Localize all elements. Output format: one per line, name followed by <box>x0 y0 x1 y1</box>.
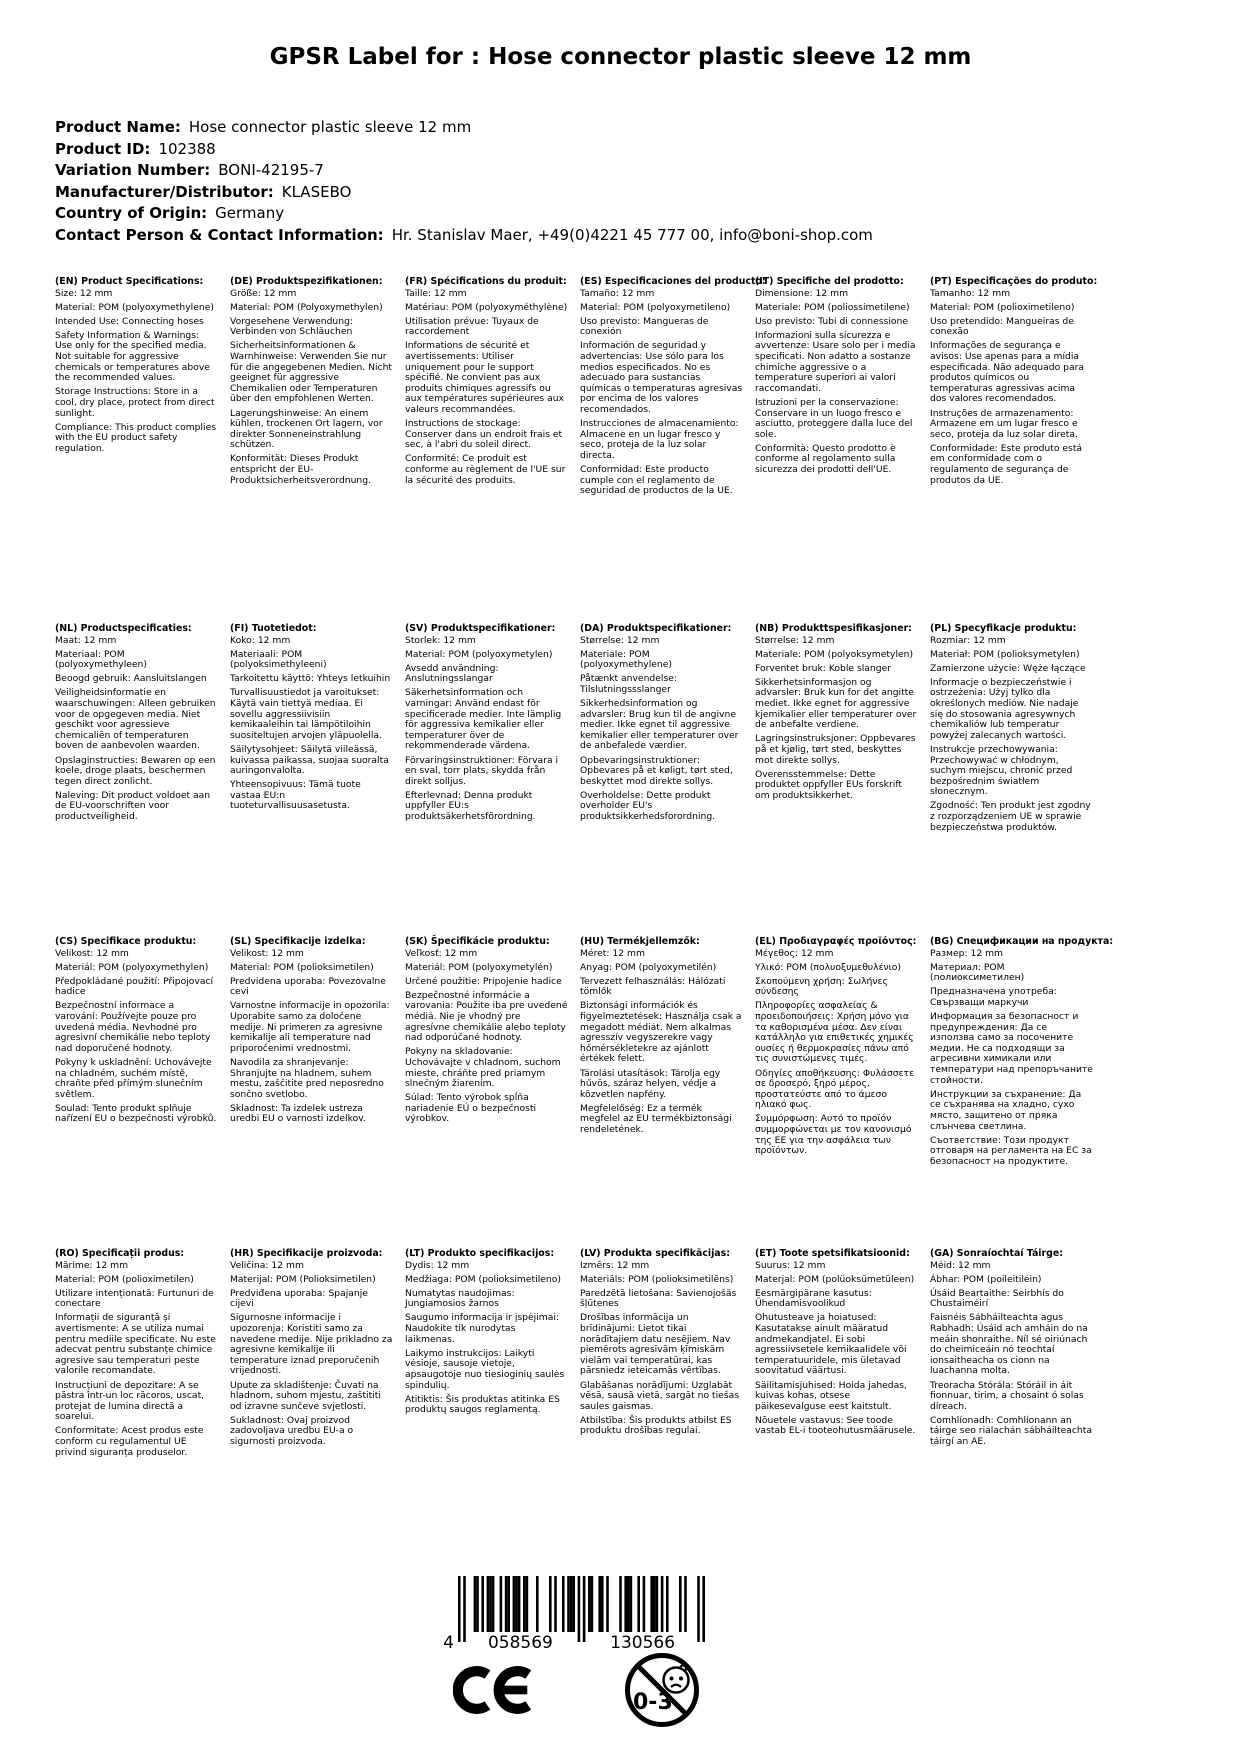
lang-paragraph: Soulad: Tento produkt splňuje nařízení EU o bezpečnosti výrobků. <box>55 1102 217 1125</box>
lang-paragraph: Uso previsto: Mangueras de conexión <box>580 315 709 338</box>
lang-paragraph: Navodila za shranjevanje: Shranjujte na hladnem, suhem mestu, zaščitite pred neposredno sončno svetlobo. <box>230 1056 384 1100</box>
lang-heading-cs: (CS) Specifikace produktu: <box>55 936 197 947</box>
age-warning-text: 0-3 <box>633 1690 673 1715</box>
lang-paragraph: Izmērs: 12 mm <box>580 1259 650 1271</box>
lang-paragraph: Säkerhetsinformation och varningar: Använd endast för specificerade medier. Inte lämplig för aggressiva kemikalier eller temperaturer över de rekommenderade värdena. <box>405 687 562 752</box>
lang-heading-nb: (NB) Produkttspesifikasjoner: <box>755 623 912 634</box>
lang-paragraph: Veiligheidsinformatie en waarschuwingen: Alleen gebruiken voor de opgegeven media. Niet geschikt voor agressieve chemicaliën of temperaturen boven de aanbevolen waarden. <box>55 687 216 752</box>
lang-paragraph: Určené použitie: Pripojenie hadice <box>405 975 562 987</box>
lang-paragraph: Размер: 12 mm <box>930 947 1003 959</box>
lang-paragraph: Lagringsinstruksjoner: Oppbevares på et kjølig, tørt sted, beskyttes mot direkte sollys. <box>755 733 916 766</box>
lang-block-sk <box>405 937 580 1249</box>
lang-heading-es: (ES) Especificaciones del producto: <box>580 276 766 287</box>
lang-paragraph: Förvaringsinstruktioner: Förvara i en sval, torr plats, skydda från direkt solljus. <box>405 754 559 787</box>
lang-paragraph: Informazioni sulla sicurezza e avvertenze: Usare solo per i media specificati. Non adatto a sostanze chimiche aggressive o a temperature superiori ai valori raccomandati. <box>755 329 916 394</box>
lang-heading-lv: (LV) Produkta specifikācijas: <box>580 1248 730 1259</box>
lang-paragraph: Instructions de stockage: Conserver dans un endroit frais et sec, à l'abri du soleil direct. <box>405 418 563 451</box>
lang-paragraph: Sigurnosne informacije i upozorenja: Koristiti samo za navedene medije. Nije prikladno za agresivne kemikalije ili temperature iznad preporučenih vrijednosti. <box>230 1312 393 1377</box>
product-info-value: Germany <box>215 204 285 222</box>
lang-paragraph: Информация за безопасност и предупреждения: Да се използва само за посочените медии. Не са подходящи за агресивни химикали или температури над препоръчаните стойности. <box>930 1011 1093 1086</box>
lang-paragraph: Säilitamisjuhised: Hoida jahedas, kuivas kohas, otsese päikesevalguse eest kaitstult. <box>755 1379 907 1412</box>
lang-heading-da: (DA) Produktspecifikationer: <box>580 623 732 634</box>
lang-paragraph: Eesmärgipärane kasutus: Ühendamisvoolikud <box>755 1287 872 1310</box>
lang-block-sl <box>230 937 405 1249</box>
lang-heading-el: (EL) Προδιαγραφές προϊόντος: <box>755 936 917 947</box>
lang-paragraph: Lagerungshinweise: An einem kühlen, trockenen Ort lagern, vor direkter Sonneneinstrahlung schützen. <box>230 407 383 451</box>
product-info <box>55 117 873 246</box>
page-title: GPSR Label for : Hose connector plastic sleeve 12 mm <box>269 44 972 70</box>
product-info-label: Variation Number: <box>55 161 211 179</box>
lang-block-sv <box>405 624 580 937</box>
lang-paragraph: Storlek: 12 mm <box>405 634 476 646</box>
product-info-label: Country of Origin: <box>55 204 208 222</box>
lang-paragraph: Megfelelőség: Ez a termék megfelel az EU termékbiztonsági rendeletének. <box>580 1102 732 1135</box>
lang-paragraph: Material: POM (polyoxymetileno) <box>580 301 731 313</box>
lang-block-de <box>230 277 405 624</box>
lang-paragraph: Predviđena uporaba: Spajanje cijevi <box>230 1287 368 1310</box>
lang-paragraph: Material: POM (polioximetilen) <box>55 1273 194 1285</box>
lang-paragraph: Materiál: POM (polyoxymethylen) <box>55 961 209 973</box>
lang-heading-en: (EN) Product Specifications: <box>55 276 204 287</box>
product-info-line <box>55 203 873 225</box>
lang-block-hr <box>230 1249 405 1462</box>
lang-paragraph: Informações de segurança e avisos: Use apenas para a mídia especificada. Não adequado para produtos químicos ou temperaturas agressivas acima dos valores recomendados. <box>930 340 1084 405</box>
lang-paragraph: Materiale: POM (polyoxymethylene) <box>580 648 672 671</box>
lang-paragraph: Información de seguridad y advertencias: Use sólo para los medios especificados. No es adecuado para sustancias químicas o temperaturas agresivas por encima de los valores recomendados. <box>580 340 743 416</box>
barcode-right-digits: 130566 <box>610 1633 676 1650</box>
product-info-value: Hr. Stanislav Maer, +49(0)4221 45 777 00, info@boni-shop.com <box>391 225 873 244</box>
lang-paragraph: Instruções de armazenamento: Armazene em um lugar fresco e seco, proteja da luz solar direta. <box>930 407 1078 440</box>
lang-paragraph: Tamaño: 12 mm <box>580 287 655 299</box>
lang-paragraph: Предназначена употреба: Свързващи маркучи <box>930 986 1057 1008</box>
lang-paragraph: Påtænkt anvendelse: Tilslutningssslanger <box>580 673 677 695</box>
lang-block-it <box>755 277 930 624</box>
lang-paragraph: Materiał: POM (polioksymetylen) <box>930 648 1080 660</box>
lang-paragraph: Συμμόρφωση: Αυτό το προϊόν συμμορφώνεται με τον κανονισμό της ΕΕ για την ασφάλεια των προϊόντων. <box>755 1113 912 1157</box>
lang-paragraph: Инструкции за съхранение: Да се съхранява на хладно, сухо място, защитено от пряка слънчева светлина. <box>930 1088 1082 1132</box>
lang-paragraph: Yhteensopivuus: Tämä tuote vastaa EU:n tuoteturvallisuusasetusta. <box>230 779 361 812</box>
lang-paragraph: Materiaal: POM (polyoxymethyleen) <box>55 648 147 671</box>
lang-heading-de: (DE) Produktspezifikationen: <box>230 276 383 287</box>
product-info-label: Product ID: <box>55 139 151 158</box>
lang-heading-bg: (BG) Спецификации на продукта: <box>930 936 1114 947</box>
lang-paragraph: Safety Information & Warnings: Use only for the specified media. Not suitable for aggressive chemicals or temperatures above the recommended values. <box>55 329 210 384</box>
lang-paragraph: Anyag: POM (polyoxymetilén) <box>580 961 717 973</box>
lang-block-ro <box>55 1249 230 1462</box>
lang-paragraph: Säilytysohjeet: Säilytä viileässä, kuivassa paikassa, suojaa suoralta auringonvalolta. <box>230 743 389 777</box>
lang-paragraph: Opslaginstructies: Bewaren op een koele, droge plaats, beschermen tegen direct zonlicht. <box>55 754 216 787</box>
lang-paragraph: Intended Use: Connecting hoses <box>55 315 204 327</box>
lang-paragraph: Overensstemmelse: Dette produktet oppfyller EUs forskrift om produktsikkerhet. <box>755 768 903 801</box>
lang-paragraph: Materiál: POM (polyoxymetylén) <box>405 961 553 973</box>
age-warning-0-3-icon <box>623 1651 701 1733</box>
lang-paragraph: Vorgesehene Verwendung: Verbinden von Schläuchen <box>230 315 353 338</box>
lang-paragraph: Faisnéis Sábháilteachta agus Rabhadh: Úsáid ach amháin do na meáin shonraithe. Níl sé oiriúnach do cheimiceáin nó teochtaí ionsaitheacha os cionn na luachanna molta. <box>930 1312 1088 1377</box>
lang-block-lv <box>580 1249 755 1462</box>
lang-paragraph: Størrelse: 12 mm <box>580 634 660 646</box>
product-info-line <box>55 182 873 204</box>
lang-paragraph: Zamierzone użycie: Węże łączące <box>930 662 1086 674</box>
lang-paragraph: Tervezett felhasználás: Hálózati tömlők <box>580 975 726 998</box>
lang-paragraph: Materiāls: POM (polioksimetilēns) <box>580 1273 734 1285</box>
lang-paragraph: Comhlíonadh: Comhlíonann an táirge seo rialachán sábháilteachta táirgí an AE. <box>930 1414 1092 1447</box>
lang-paragraph: Material: POM (polyoxymetylen) <box>405 648 553 660</box>
ce-mark-icon <box>453 1659 541 1725</box>
lang-paragraph: Méid: 12 mm <box>930 1259 991 1271</box>
lang-heading-sk: (SK) Špecifikácie produktu: <box>405 936 550 947</box>
lang-paragraph: Съответствие: Този продукт отговаря на регламента на ЕС за безопасност на продуктите. <box>930 1134 1092 1167</box>
product-info-value: Hose connector plastic sleeve 12 mm <box>188 118 472 136</box>
lang-heading-nl: (NL) Productspecificaties: <box>55 623 192 634</box>
lang-paragraph: Suurus: 12 mm <box>755 1259 826 1271</box>
lang-paragraph: Instrucciones de almacenamiento: Almacene en un lugar fresco y seco, proteja de la luz solar directa. <box>580 418 739 461</box>
language-grid <box>55 276 1114 1462</box>
lang-paragraph: Istruzioni per la conservazione: Conservare in un luogo fresco e asciutto, proteggere dalla luce del sole. <box>755 396 913 440</box>
lang-paragraph: Utilisation prévue: Tuyaux de raccordement <box>405 315 539 338</box>
lang-paragraph: Materiaali: POM (polyoksimethyleeni) <box>230 648 327 671</box>
lang-paragraph: Materijal: POM (Polioksimetilen) <box>230 1273 376 1285</box>
lang-paragraph: Rozmiar: 12 mm <box>930 634 1006 646</box>
lang-paragraph: Dimensione: 12 mm <box>755 287 849 299</box>
lang-heading-pt: (PT) Especificações do produto: <box>930 276 1098 287</box>
lang-paragraph: Conformità: Questo prodotto è conforme al regolamento sulla sicurezza dei prodotti dell'UE. <box>755 442 896 475</box>
lang-paragraph: Súlad: Tento výrobok spĺňa nariadenie EÚ o bezpečnosti výrobkov. <box>405 1092 537 1125</box>
lang-paragraph: Tarkoitettu käyttö: Yhteys letkuihin <box>230 673 391 685</box>
lang-paragraph: Material: POM (polioximetileno) <box>930 301 1075 313</box>
lang-paragraph: Conformidade: Este produto está em conformidade com o regulamento de segurança de produtos da UE. <box>930 442 1083 486</box>
lang-paragraph: Informacje o bezpieczeństwie i ostrzeżenia: Użyj tylko dla określonych mediów. Nie nadaje się do stosowania agresywnych chemikaliów lub temperatur powyżej zalecanych wartości. <box>930 676 1079 741</box>
lang-paragraph: Sicherheitsinformationen & Warnhinweise: Verwenden Sie nur für die angegebenen Medien. Nicht geeignet für aggressive Chemikalien oder Temperaturen über den empfohlenen Werten. <box>230 340 393 405</box>
lang-heading-hu: (HU) Termékjellemzők: <box>580 936 700 947</box>
lang-paragraph: Conformidad: Este producto cumple con el reglamento de seguridad de productos de la UE. <box>580 464 733 497</box>
lang-paragraph: Tárolási utasítások: Tárolja egy hűvös, száraz helyen, védje a közvetlen napfény. <box>580 1067 721 1100</box>
lang-paragraph: Nõuetele vastavus: See toode vastab EL-i tooteohutusmäärusele. <box>755 1414 916 1437</box>
lang-paragraph: Material: POM (polioksimetilen) <box>230 961 374 973</box>
lang-paragraph: Dydis: 12 mm <box>405 1259 470 1271</box>
lang-paragraph: Efterlevnad: Denna produkt uppfyller EU:s produktsäkerhetsförordning. <box>405 789 536 822</box>
product-info-label: Manufacturer/Distributor: <box>55 182 274 201</box>
lang-paragraph: Pokyny na skladovanie: Uchovávajte v chladnom, suchom mieste, chráňte pred priamym slnečným žiarením. <box>405 1046 561 1090</box>
lang-block-cs <box>55 937 230 1249</box>
lang-paragraph: Materjal: POM (polüoksümetüleen) <box>755 1273 915 1285</box>
lang-paragraph: Maat: 12 mm <box>55 634 117 646</box>
lang-paragraph: Informații de siguranță și avertismente: A se utiliza numai pentru mediile specificate. Nu este adecvat pentru substanțe chimice agresive sau temperaturi peste valorile recomandate. <box>55 1312 216 1377</box>
product-info-label: Product Name: <box>55 118 181 136</box>
lang-paragraph: Uso pretendido: Mangueiras de conexão <box>930 315 1074 338</box>
lang-paragraph: Οδηγίες αποθήκευσης: Φυλάσσετε σε δροσερό, ξηρό μέρος, προστατεύστε από το άμεσο ηλιακό φως. <box>755 1067 915 1111</box>
lang-heading-sl: (SL) Specifikacije izdelka: <box>230 936 366 947</box>
lang-paragraph: Glabāšanas norādījumi: Uzglabāt vēsā, sausā vietā, sargāt no tiešas saules gaismas. <box>580 1379 740 1412</box>
lang-paragraph: Varnostne informacije in opozorila: Uporabite samo za določene medije. Ni primeren za agresivne kemikalije ali temperature nad priporočenimi vrednostmi. <box>230 1000 390 1054</box>
lang-block-en <box>55 277 230 624</box>
lang-paragraph: Biztonsági információk és figyelmeztetések: Használja csak a megadott médiát. Nem alkalmas agresszív vegyszerekre vagy hőmérsékletekre az ajánlott értékek felett. <box>580 1000 742 1065</box>
product-info-line <box>55 160 873 182</box>
lang-paragraph: Koko: 12 mm <box>230 634 291 646</box>
lang-paragraph: Zgodność: Ten produkt jest zgodny z rozporządzeniem UE w sprawie bezpieczeństwa produktów. <box>930 800 1091 833</box>
lang-block-hu <box>580 937 755 1249</box>
lang-heading-et: (ET) Toote spetsifikatsioonid: <box>755 1248 910 1259</box>
lang-block-el <box>755 937 930 1249</box>
lang-paragraph: Veličina: 12 mm <box>230 1259 304 1271</box>
lang-paragraph: Uso previsto: Tubi di connessione <box>755 315 908 327</box>
product-info-line <box>55 117 873 139</box>
lang-paragraph: Instrucțiuni de depozitare: A se păstra într-un loc răcoros, uscat, protejat de lumina directă a soarelui. <box>55 1379 205 1423</box>
lang-paragraph: Predvidena uporaba: Povezovalne cevi <box>230 975 386 998</box>
lang-paragraph: Materiale: POM (polyoksymetylen) <box>755 648 914 660</box>
lang-paragraph: Taille: 12 mm <box>405 287 467 299</box>
lang-paragraph: Treoracha Stórála: Stóráil in áit fionnuar, tirim, a chosaint ó solas díreach. <box>930 1379 1084 1412</box>
lang-paragraph: Sukladnost: Ovaj proizvod zadovoljava uredbu EU-a o sigurnosti proizvoda. <box>230 1414 354 1447</box>
lang-paragraph: Материал: POM (полиоксиметилен) <box>930 961 1025 984</box>
lang-heading-sv: (SV) Produktspecifikationer: <box>405 623 556 634</box>
lang-paragraph: Atitiktis: Šis produktas atitinka ES produktų saugos reglamentą. <box>405 1393 560 1416</box>
lang-paragraph: Beoogd gebruik: Aansluitslangen <box>55 673 207 685</box>
lang-paragraph: Compliance: This product complies with the EU product safety regulation. <box>55 421 217 454</box>
lang-paragraph: Paredzētā lietošana: Savienojošās šļūtenes <box>580 1287 737 1310</box>
lang-paragraph: Υλικό: POM (πολυοξυμεθυλένιο) <box>755 961 901 973</box>
product-info-line <box>55 225 873 247</box>
lang-paragraph: Turvallisuustiedot ja varoitukset: Käytä vain tiettyä mediaa. Ei sovellu aggressiivisiin kemikaaleihin tai lämpötiloihin suositeltujen arvojen yläpuolella. <box>230 687 382 741</box>
lang-heading-ga: (GA) Sonraíochtaí Táirge: <box>930 1248 1063 1259</box>
barcode-first-digit: 4 <box>443 1633 454 1650</box>
lang-paragraph: Úsáid Beartaithe: Seirbhís do Chustaiméirí <box>930 1287 1064 1310</box>
lang-paragraph: Bezpečnostní informace a varování: Používejte pouze pro uvedená média. Nevhodné pro agresivní chemikálie nebo teploty nad doporučené hodnoty. <box>55 1000 211 1054</box>
lang-block-lt <box>405 1249 580 1462</box>
lang-heading-fr: (FR) Spécifications du produit: <box>405 276 567 287</box>
lang-paragraph: Bezpečnostné informácie a varovania: Použite iba pre uvedené médiá. Nie je vhodný pre agresívne chemikálie alebo teploty nad odporúčané hodnoty. <box>405 989 568 1044</box>
lang-paragraph: Pokyny k uskladnění: Uchovávejte na chladném, suchém místě, chraňte před přímým slunečním světlem. <box>55 1056 212 1100</box>
lang-heading-it: (IT) Specifiche del prodotto: <box>755 276 904 287</box>
lang-heading-hr: (HR) Specifikacije proizvoda: <box>230 1248 383 1259</box>
lang-paragraph: Tamanho: 12 mm <box>930 287 1011 299</box>
lang-paragraph: Mărime: 12 mm <box>55 1259 129 1271</box>
lang-paragraph: Πληροφορίες ασφαλείας & προειδοποιήσεις: Χρήση μόνο για τα καθορισμένα μέσα. Δεν είναι κατάλληλο για επιθετικές χημικές ουσίες ή θερμοκρασίες πάνω από τις συνιστώμενες τιμές. <box>755 1000 914 1065</box>
product-info-label: Contact Person & Contact Information: <box>55 225 384 244</box>
barcode-bars-icon <box>440 1576 710 1650</box>
lang-paragraph: Konformität: Dieses Produkt entspricht der EU-Produktsicherheitsverordnung. <box>230 453 372 486</box>
lang-paragraph: Avsedd användning: Anslutningsslangar <box>405 662 499 685</box>
lang-heading-fi: (FI) Tuotetiedot: <box>230 623 317 634</box>
lang-paragraph: Předpokládané použití: Připojovací hadice <box>55 975 214 998</box>
lang-paragraph: Méret: 12 mm <box>580 947 645 959</box>
lang-block-da <box>580 624 755 937</box>
lang-block-nb <box>755 624 930 937</box>
lang-paragraph: Material: POM (Polyoxymethylen) <box>230 301 383 313</box>
lang-heading-pl: (PL) Specyfikacje produktu: <box>930 623 1077 634</box>
lang-paragraph: Velikost: 12 mm <box>230 947 304 959</box>
lang-paragraph: Σκοπούμενη χρήση: Σωλήνες σύνδεσης <box>755 975 888 998</box>
lang-block-ga <box>930 1249 1105 1462</box>
lang-block-pl <box>930 624 1105 937</box>
lang-paragraph: Forventet bruk: Koble slanger <box>755 662 892 674</box>
product-info-line <box>55 139 873 161</box>
lang-block-fr <box>405 277 580 624</box>
product-info-value: KLASEBO <box>281 182 352 201</box>
lang-paragraph: Informations de sécurité et avertissements: Utiliser uniquement pour le support spécifié. Ne convient pas aux produits chimiques agressifs ou aux températures supérieures aux valeurs recommandées. <box>405 340 564 416</box>
lang-paragraph: Conformité: Ce produit est conforme au règlement de l'UE sur la sécurité des produits. <box>405 453 566 486</box>
lang-paragraph: Materiale: POM (poliossimetilene) <box>755 301 910 313</box>
lang-paragraph: Storage Instructions: Store in a cool, dry place, protect from direct sunlight. <box>55 386 215 419</box>
lang-paragraph: Atbilstība: Šis produkts atbilst ES produktu drošības regulai. <box>580 1414 732 1437</box>
lang-block-et <box>755 1249 930 1462</box>
lang-paragraph: Saugumo informacija ir įspėjimai: Naudokite tik nurodytas laikmenas. <box>405 1312 559 1345</box>
lang-paragraph: Numatytas naudojimas: Jungiamosios žarnos <box>405 1287 515 1310</box>
ean13-barcode <box>440 1576 710 1650</box>
lang-paragraph: Naleving: Dit product voldoet aan de EU-voorschriften voor productveiligheid. <box>55 789 211 822</box>
lang-block-nl <box>55 624 230 937</box>
lang-paragraph: Opbevaringsinstruktioner: Opbevares på et køligt, tørt sted, beskyttet mod direkte sollys. <box>580 754 733 787</box>
lang-paragraph: Μέγεθος: 12 mm <box>755 947 834 959</box>
lang-paragraph: Material: POM (polyoxymethylene) <box>55 301 214 313</box>
lang-block-es <box>580 276 766 624</box>
lang-paragraph: Matériau: POM (polyoxyméthylène) <box>405 301 568 313</box>
lang-paragraph: Velikost: 12 mm <box>55 947 129 959</box>
lang-paragraph: Ábhar: POM (poileitiléin) <box>930 1273 1042 1285</box>
lang-paragraph: Medžiaga: POM (polioksimetileno) <box>405 1273 561 1285</box>
lang-block-pt <box>930 277 1105 624</box>
lang-paragraph: Skladnost: Ta izdelek ustreza uredbi EU o varnosti izdelkov. <box>230 1102 366 1125</box>
lang-paragraph: Instrukcje przechowywania: Przechowywać w chłodnym, suchym miejscu, chronić przed bezpośrednim światłem słonecznym. <box>930 743 1073 798</box>
lang-heading-lt: (LT) Produkto specifikacijos: <box>405 1248 555 1259</box>
lang-heading-ro: (RO) Specificații produs: <box>55 1248 185 1259</box>
lang-paragraph: Größe: 12 mm <box>230 287 297 299</box>
product-info-value: BONI-42195-7 <box>218 161 324 179</box>
lang-paragraph: Ohutusteave ja hoiatused: Kasutatakse ainult määratud andmekandjatel. Ei sobi agressiivsetele kemikaalidele või temperatuuridele, mis ületavad soovitatud väärtusi. <box>755 1312 907 1377</box>
lang-paragraph: Sikkerhedsinformation og advarsler: Brug kun til de angivne medier. Ikke egnet til aggressive kemikalier eller temperaturer over de anbefalede værdier. <box>580 698 739 752</box>
lang-block-bg <box>930 936 1114 1249</box>
lang-paragraph: Upute za skladištenje: Čuvati na hladnom, suhom mjestu, zaštititi od izravne sunčeve svjetlosti. <box>230 1379 381 1412</box>
lang-block-fi <box>230 624 405 937</box>
lang-paragraph: Conformitate: Acest produs este conform cu regulamentul UE privind siguranța produselor. <box>55 1425 204 1458</box>
lang-paragraph: Size: 12 mm <box>55 287 113 299</box>
lang-paragraph: Laikymo instrukcijos: Laikyti vėsioje, sausoje vietoje, apsaugotoje nuo tiesioginių saulės spindulių. <box>405 1347 565 1391</box>
lang-paragraph: Utilizare intenționată: Furtunuri de conectare <box>55 1287 214 1310</box>
lang-paragraph: Veľkosť: 12 mm <box>405 947 478 959</box>
lang-paragraph: Sikkerhetsinformasjon og advarsler: Bruk kun for det angitte mediet. Ikke egnet for aggressive kjemikalier eller temperaturer over de anbefalte verdiene. <box>755 676 917 731</box>
product-info-value: 102388 <box>158 139 216 158</box>
barcode-left-digits: 058569 <box>487 1633 553 1650</box>
lang-paragraph: Overholdelse: Dette produkt overholder EU's produktsikkerhedsforordning. <box>580 789 716 822</box>
lang-paragraph: Drošības informācija un brīdinājumi: Lietot tikai norādītajiem datu nesējiem. Nav piemērots agresīvām ķīmiskām vielām vai temperatūrai, kas pārsniedz ieteicamās vērtības. <box>580 1312 731 1377</box>
lang-paragraph: Størrelse: 12 mm <box>755 634 835 646</box>
